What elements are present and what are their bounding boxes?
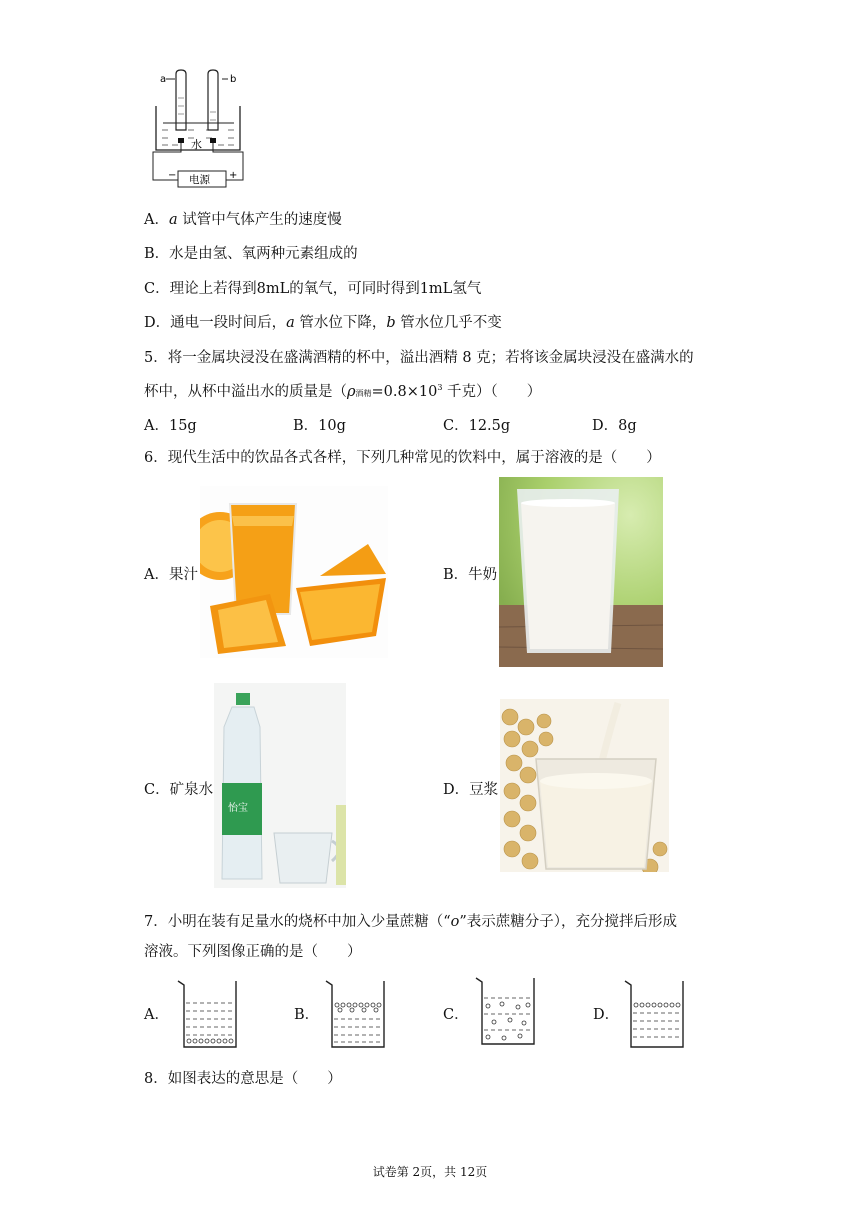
beaker-d	[623, 979, 687, 1049]
q4-option-b: B．水是由氢、氧两种元素组成的	[144, 246, 358, 262]
juice-image	[200, 486, 388, 658]
q4-option-c: C．理论上若得到8mL的氧气，可同时得到1mL氢气	[144, 281, 482, 297]
beaker-a	[176, 979, 240, 1049]
minus-sign: −	[168, 170, 177, 181]
q7-stem-line1: 7．小明在装有足量水的烧杯中加入少量蔗糖（“o”表示蔗糖分子），充分搅拌后形成	[144, 914, 678, 930]
page-footer: 试卷第 2页，共 12页	[372, 1165, 488, 1179]
q7-stem-line2: 溶液。下列图像正确的是（ ）	[144, 944, 362, 960]
mineral-water-image	[214, 683, 346, 888]
q7-option-b-label: B．	[294, 1007, 320, 1023]
q6-stem: 6．现代生活中的饮品各式各样，下列几种常见的饮料中，属于溶液的是（ ）	[144, 450, 661, 466]
label-b: b	[230, 74, 237, 85]
power-label: 电源	[189, 174, 210, 186]
q7-option-d-label: D．	[593, 1007, 620, 1023]
q5-stem-line2: 杯中，从杯中溢出水的质量是（ρ酒精$=0.8\times 10^3$ 千克）（ ）	[144, 383, 542, 400]
label-a: a	[160, 74, 167, 85]
q6-option-b: B．牛奶	[443, 567, 498, 583]
water-label: 水	[191, 138, 202, 151]
beaker-c	[474, 976, 538, 1046]
electrolysis-diagram	[148, 68, 254, 188]
bottle-label: 怡宝	[228, 803, 248, 814]
q5-stem-line1: 5．将一金属块浸没在盛满酒精的杯中，溢出酒精 8 克；若将该金属块浸没在盛满水的	[144, 350, 694, 366]
q5-option-a: A．15g	[144, 418, 197, 434]
q6-option-d: D．豆浆	[443, 782, 499, 798]
q5-option-c: C．12.5g	[443, 418, 511, 434]
q6-option-c: C．矿泉水	[144, 782, 214, 798]
q7-option-a-label: A．	[144, 1007, 169, 1023]
q6-option-a: A．果汁	[144, 567, 198, 583]
q4-option-a: A．a 试管中气体产生的速度慢	[144, 212, 342, 228]
q5-option-b: B．10g	[293, 418, 346, 434]
q4-option-d: D．通电一段时间后，a 管水位下降，b 管水位几乎不变	[144, 315, 502, 331]
q5-option-d: D．8g	[592, 418, 637, 434]
soymilk-image	[500, 699, 669, 872]
beaker-b	[324, 979, 388, 1049]
q7-option-c-label: C．	[443, 1007, 469, 1023]
milk-image	[499, 477, 663, 667]
q8-stem: 8．如图表达的意思是（ ）	[144, 1071, 342, 1087]
plus-sign: +	[229, 170, 238, 181]
